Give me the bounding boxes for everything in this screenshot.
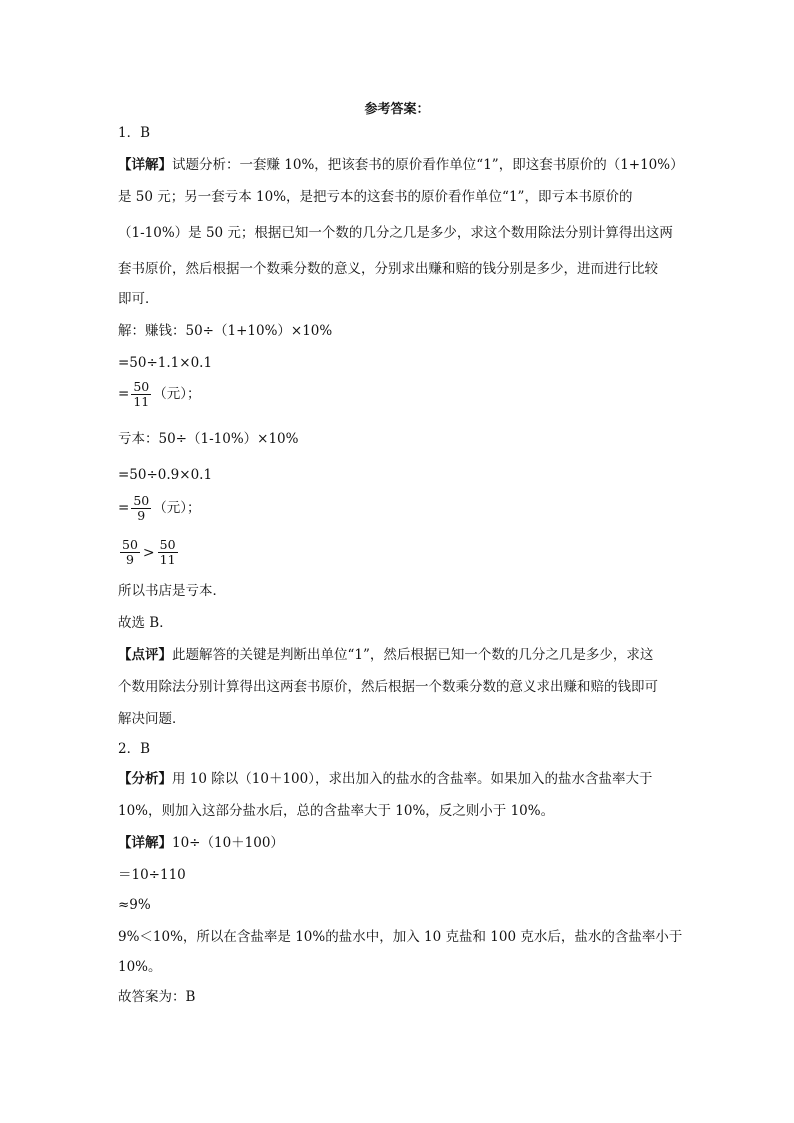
fraction-50-over-11 [158,538,178,567]
q2-analysis-tag: 【分析】 [118,771,172,787]
q2-detail-line-4: 9%＜10%，所以在含盐率是 10%的盐水中，加入 10 克盐和 100 克水后，盐水的含盐率小于 [118,929,683,945]
q1-detail-line-4: 套书原价，然后根据一个数乘分数的意义，分别求出赚和赔的钱分别是多少，进而进行比较 [118,261,658,277]
q2-detail-tag: 【详解】 [118,835,172,851]
fraction-denominator: 11 [159,552,176,567]
q1-solution-line-1: 解：赚钱：50÷（1+10%）×10% [118,323,333,339]
q2-analysis-line-2: 10%，则加入这部分盐水后，总的含盐率大于 10%，反之则小于 10%。 [118,803,555,819]
page-title: 参考答案： [364,102,430,117]
fraction-50-over-11 [131,380,151,409]
q2-analysis-text-1: 用 10 除以（10＋100），求出加入的盐水的含盐率。如果加入的盐水含盐率大于 [172,771,653,787]
q2-answer: 故答案为：B [118,989,196,1005]
q1-detail-line-2: 是 50 元；另一套亏本 10%，是把亏本的这套书的原价看作单位“1”，即亏本书原价的 [118,189,633,205]
q2-number: 2．B [118,741,151,757]
fraction-numerator: 50 [133,379,150,394]
q1-comparison [118,538,180,567]
q1-comment-text-1: 此题解答的关键是判断出单位“1”，然后根据已知一个数的几分之几是多少，求这 [172,647,654,663]
q1-detail-line-1 [118,156,684,174]
q1-detail-line-3: （1-10%）是 50 元；根据已知一个数的几分之几是多少，求这个数用除法分别计算得出这两 [118,225,673,241]
fraction-50-over-9 [131,494,151,523]
q1-detail-tag: 【详解】 [118,157,172,173]
unit-label: （元）； [153,500,201,516]
q2-analysis-line-1 [118,770,652,788]
q1-solution-line-2: =50÷1.1×0.1 [118,355,213,371]
equals-sign: = [118,500,130,516]
q2-detail-line-5: 10%。 [118,959,162,975]
fraction-numerator: 50 [159,537,176,552]
q1-solution-line-5: =50÷0.9×0.1 [118,467,213,483]
q2-detail-text-1: 10÷（10＋100） [172,835,284,851]
equals-sign: = [118,386,130,402]
unit-label: （元）； [153,386,201,402]
q1-comment-tag: 【点评】 [118,647,172,663]
q1-detail-text-1: 试题分析：一套赚 10%，把该套书的原价看作单位“1”，即这套书原价的（1+10%） [172,157,684,173]
q1-comment-line-2: 个数用除法分别计算得出这两套书原价，然后根据一个数乘分数的意义求出赚和赔的钱即可 [118,679,658,695]
fraction-denominator: 9 [137,508,146,523]
q1-comment-line-3: 解决问题． [118,711,186,727]
q1-comment-line-1 [118,646,653,664]
fraction-numerator: 50 [133,493,150,508]
greater-than-sign: > [142,544,155,561]
q1-detail-line-5: 即可． [118,291,159,307]
q1-solution-line-3 [118,380,200,409]
q1-solution-line-4: 亏本：50÷（1-10%）×10% [118,431,299,447]
q1-conclusion: 所以书店是亏本． [118,583,226,599]
q2-detail-line-2: ＝10÷110 [118,867,186,883]
q1-number: 1．B [118,125,151,141]
fraction-numerator: 50 [122,537,138,552]
fraction-50-over-9 [120,538,140,567]
q1-solution-line-6 [118,494,200,523]
q1-choose: 故选 B． [118,615,173,631]
q2-detail-line-1 [118,834,284,852]
q2-detail-line-3: ≈9% [118,897,151,913]
fraction-denominator: 11 [133,394,150,409]
fraction-denominator: 9 [125,552,134,567]
